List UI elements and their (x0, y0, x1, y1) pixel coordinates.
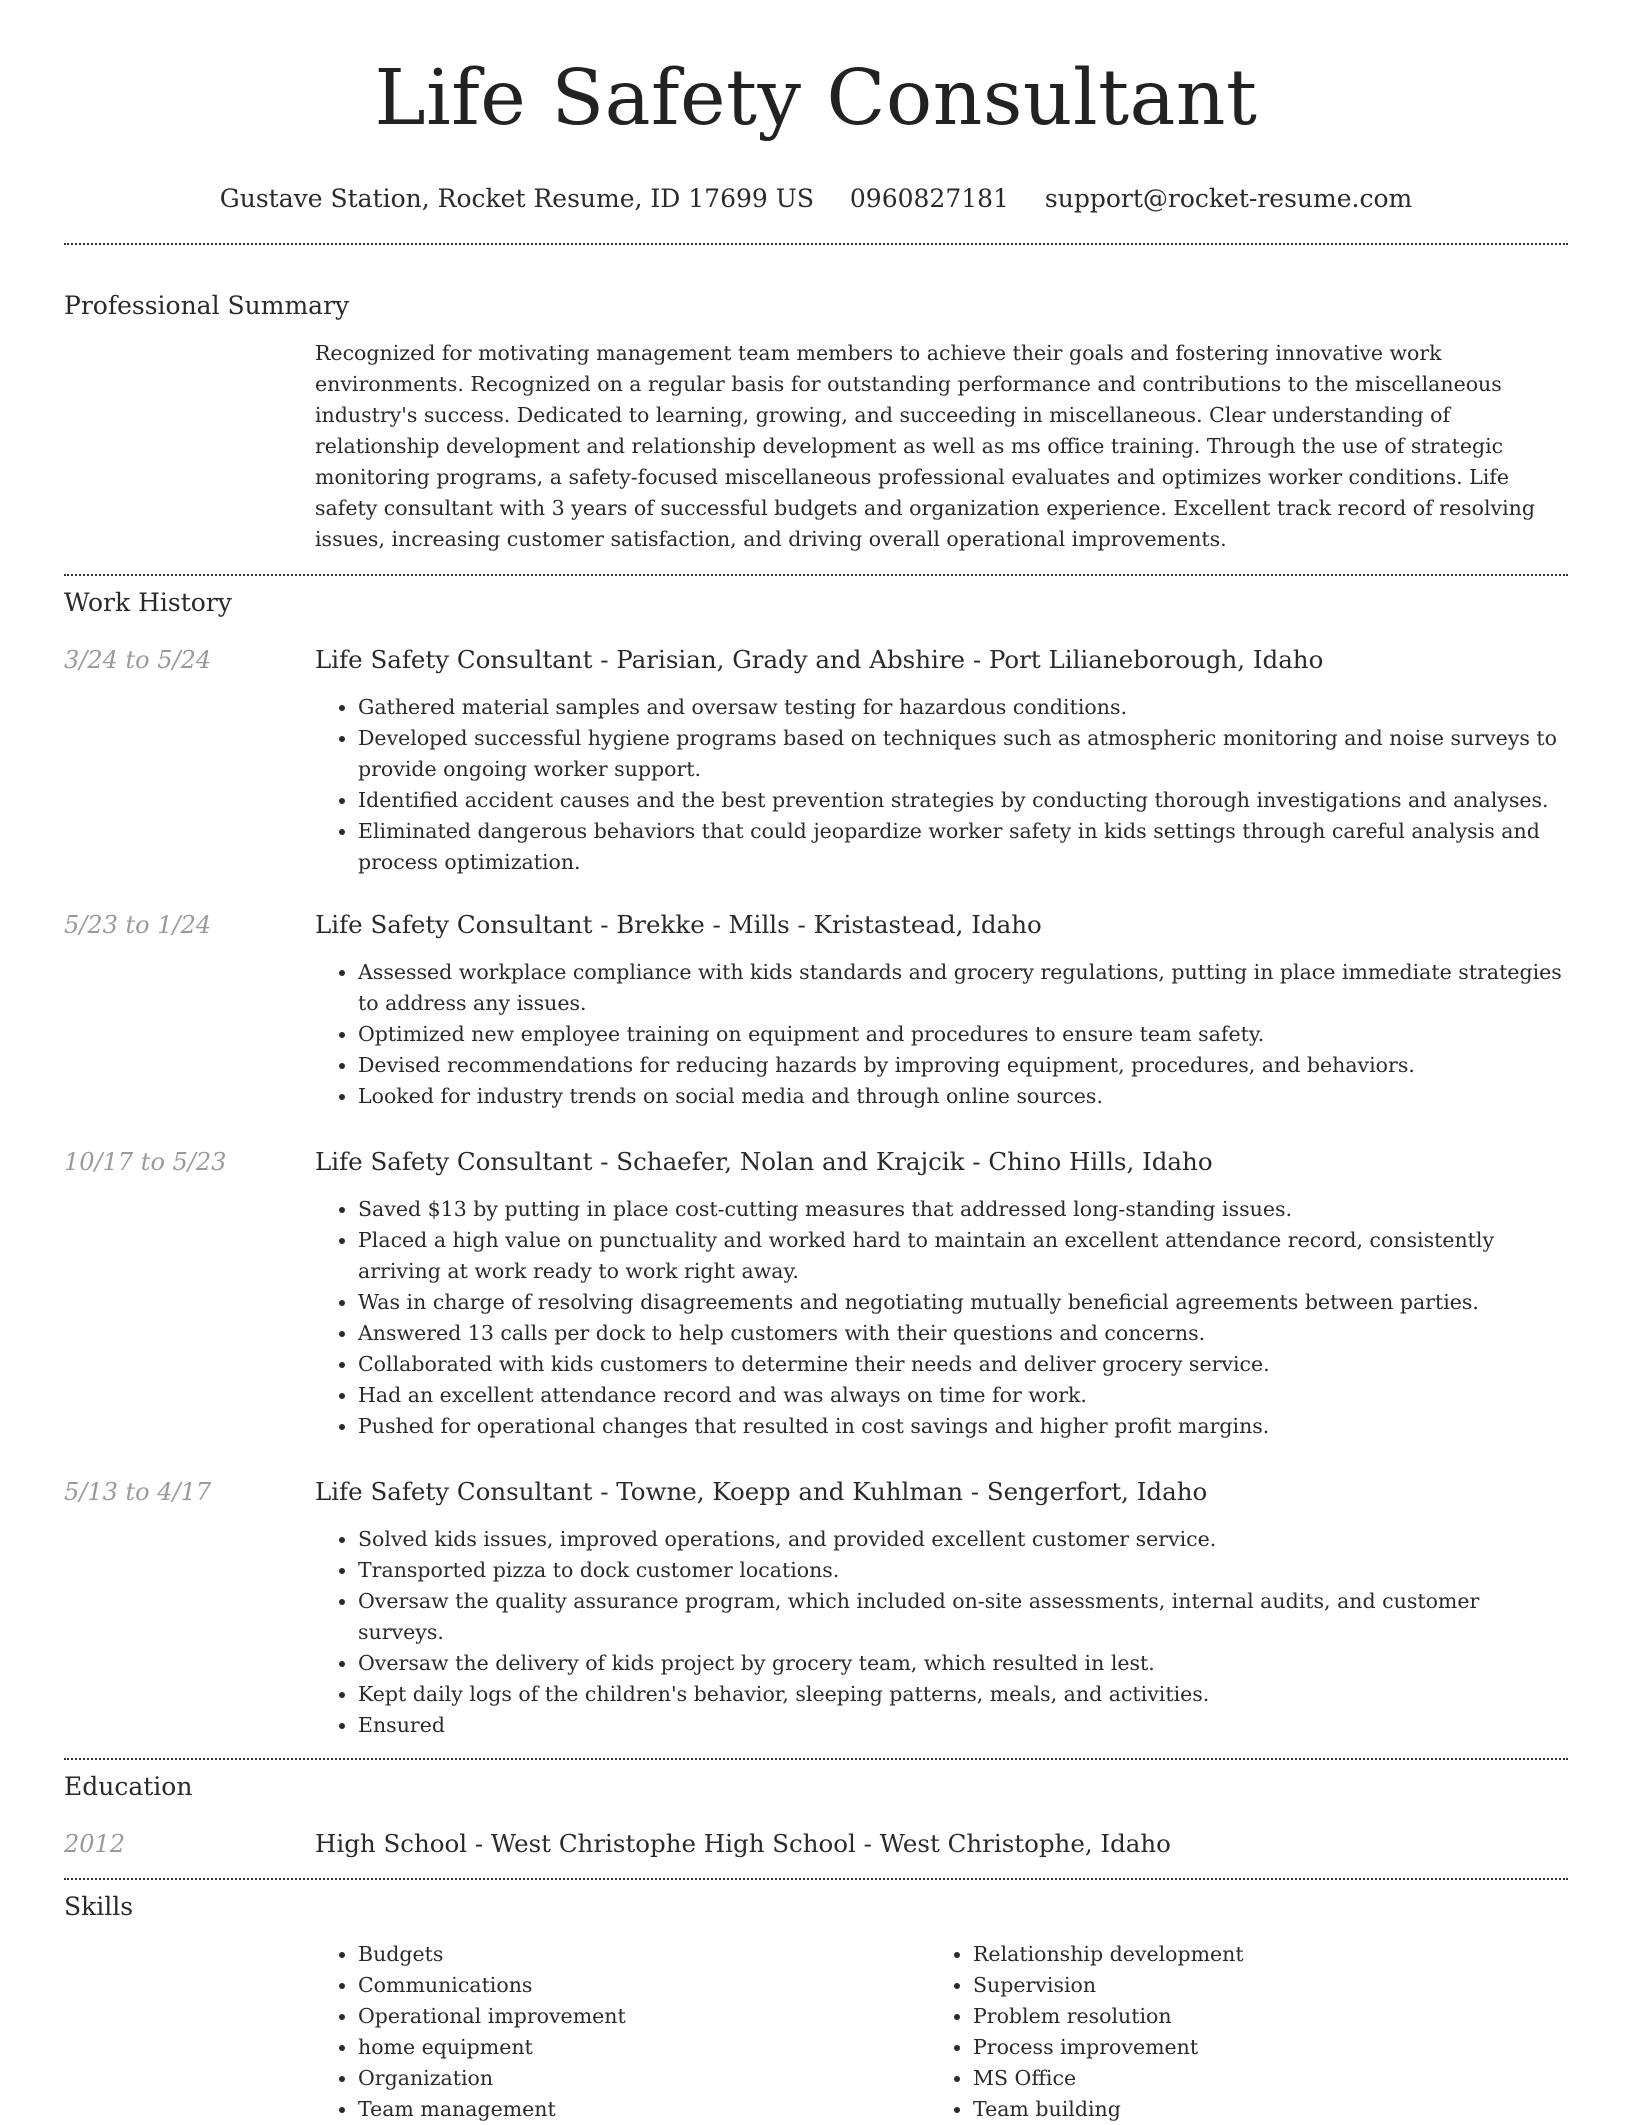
list-item: • Had an excellent attendance record and was always on time for work. (358, 1380, 1568, 1411)
job-heading: Life Safety Consultant - Towne, Koepp and Kuhlman - Sengerfort, Idaho (315, 1477, 1208, 1506)
job-entry (64, 1145, 1568, 1442)
skill-item: • Supervision (973, 1970, 1545, 2001)
list-item: • Kept daily logs of the children's behavior, sleeping patterns, meals, and activities. (358, 1679, 1568, 1710)
list-item: • Gathered material samples and oversaw testing for hazardous conditions. (358, 692, 1568, 723)
list-item: • Developed successful hygiene programs based on techniques such as atmospheric monitoring and noise surveys to provide ongoing worker support. (358, 723, 1568, 785)
skill-item: • Team management (358, 2094, 930, 2125)
skills-column-right (930, 1939, 1545, 2125)
section-title-work-history: Work History (64, 588, 232, 617)
job-dates: 5/23 to 1/24 (64, 911, 212, 939)
section-title-summary: Professional Summary (64, 291, 350, 320)
divider (64, 243, 1568, 245)
summary-text: Recognized for motivating management team members to achieve their goals and fostering innovative work environments. Recognized on a regular basis for outstanding performance and contributions to the miscellaneous industry's success. Dedicated to learning, growing, and succeeding in miscellaneous. Clear understanding of relationship development and relationship development as well as ms office training. Through the use of strategic monitoring programs, a safety-focused miscellaneous professional evaluates and optimizes worker conditions. Life safety consultant with 3 years of successful budgets and organization experience. Excellent track record of resolving issues, increasing customer satisfaction, and driving overall operational improvements. (315, 341, 1536, 551)
education-heading: High School - West Christophe High School - West Christophe, Idaho (315, 1829, 1171, 1858)
job-bullets (315, 692, 1568, 878)
skill-item: • Relationship development (973, 1939, 1545, 1970)
skills-list (315, 1939, 1565, 2125)
skills-column-left (315, 1939, 930, 2125)
list-item: • Assessed workplace compliance with kids standards and grocery regulations, putting in place immediate strategies to address any issues. (358, 957, 1568, 1019)
job-heading: Life Safety Consultant - Schaefer, Nolan and Krajcik - Chino Hills, Idaho (315, 1147, 1213, 1176)
skill-item: • Organization (358, 2063, 930, 2094)
list-item: • Oversaw the quality assurance program, which included on-site assessments, internal audits, and customer surveys. (358, 1586, 1568, 1648)
list-item: • Devised recommendations for reducing hazards by improving equipment, procedures, and behaviors. (358, 1050, 1568, 1081)
job-dates: 5/13 to 4/17 (64, 1478, 212, 1506)
job-heading: Life Safety Consultant - Parisian, Grady and Abshire - Port Lilianeborough, Idaho (315, 645, 1324, 674)
contact-address: Gustave Station, Rocket Resume, ID 17699 US (219, 184, 814, 213)
contact-line (64, 182, 1568, 216)
divider (64, 574, 1568, 576)
section-title-education: Education (64, 1772, 193, 1801)
job-entry (64, 643, 1568, 878)
skill-item: • Budgets (358, 1939, 930, 1970)
list-item: • Transported pizza to dock customer locations. (358, 1555, 1568, 1586)
contact-phone: 0960827181 (849, 184, 1009, 213)
list-item: • Answered 13 calls per dock to help customers with their questions and concerns. (358, 1318, 1568, 1349)
education-entry (64, 1827, 1568, 1861)
contact-email: support@rocket-resume.com (1044, 184, 1413, 213)
list-item: • Looked for industry trends on social media and through online sources. (358, 1081, 1568, 1112)
skill-item: • home equipment (358, 2032, 930, 2063)
list-item: • Pushed for operational changes that resulted in cost savings and higher profit margins. (358, 1411, 1568, 1442)
list-item: • Identified accident causes and the best prevention strategies by conducting thorough investigations and analyses. (358, 785, 1568, 816)
skill-item: • MS Office (973, 2063, 1545, 2094)
job-bullets (315, 1194, 1568, 1442)
skill-item: • Operational improvement (358, 2001, 930, 2032)
job-bullets (315, 957, 1568, 1112)
job-bullets (315, 1524, 1568, 1741)
education-year: 2012 (64, 1830, 126, 1858)
section-title-skills: Skills (64, 1892, 134, 1921)
list-item: • Solved kids issues, improved operations, and provided excellent customer service. (358, 1524, 1568, 1555)
list-item: • Placed a high value on punctuality and worked hard to maintain an excellent attendance record, consistently arriving at work ready to work right away. (358, 1225, 1568, 1287)
list-item: • Optimized new employee training on equipment and procedures to ensure team safety. (358, 1019, 1568, 1050)
list-item: • Ensured (358, 1710, 1568, 1741)
job-heading: Life Safety Consultant - Brekke - Mills - Kristastead, Idaho (315, 910, 1042, 939)
skill-item: • Communications (358, 1970, 930, 2001)
resume-page (64, 0, 1568, 2125)
resume-name: Life Safety Consultant (374, 54, 1258, 143)
skill-item: • Problem resolution (973, 2001, 1545, 2032)
list-item: • Saved $13 by putting in place cost-cutting measures that addressed long-standing issues. (358, 1194, 1568, 1225)
job-dates: 3/24 to 5/24 (64, 646, 212, 674)
skill-item: • Process improvement (973, 2032, 1545, 2063)
job-entry (64, 1475, 1568, 1741)
skill-item: • Team building (973, 2094, 1545, 2125)
list-item: • Was in charge of resolving disagreements and negotiating mutually beneficial agreements between parties. (358, 1287, 1568, 1318)
job-entry (64, 908, 1568, 1112)
job-dates: 10/17 to 5/23 (64, 1148, 227, 1176)
list-item: • Oversaw the delivery of kids project by grocery team, which resulted in lest. (358, 1648, 1568, 1679)
divider (64, 1878, 1568, 1880)
divider (64, 1758, 1568, 1760)
list-item: • Eliminated dangerous behaviors that could jeopardize worker safety in kids settings through careful analysis and process optimization. (358, 816, 1568, 878)
list-item: • Collaborated with kids customers to determine their needs and deliver grocery service. (358, 1349, 1568, 1380)
